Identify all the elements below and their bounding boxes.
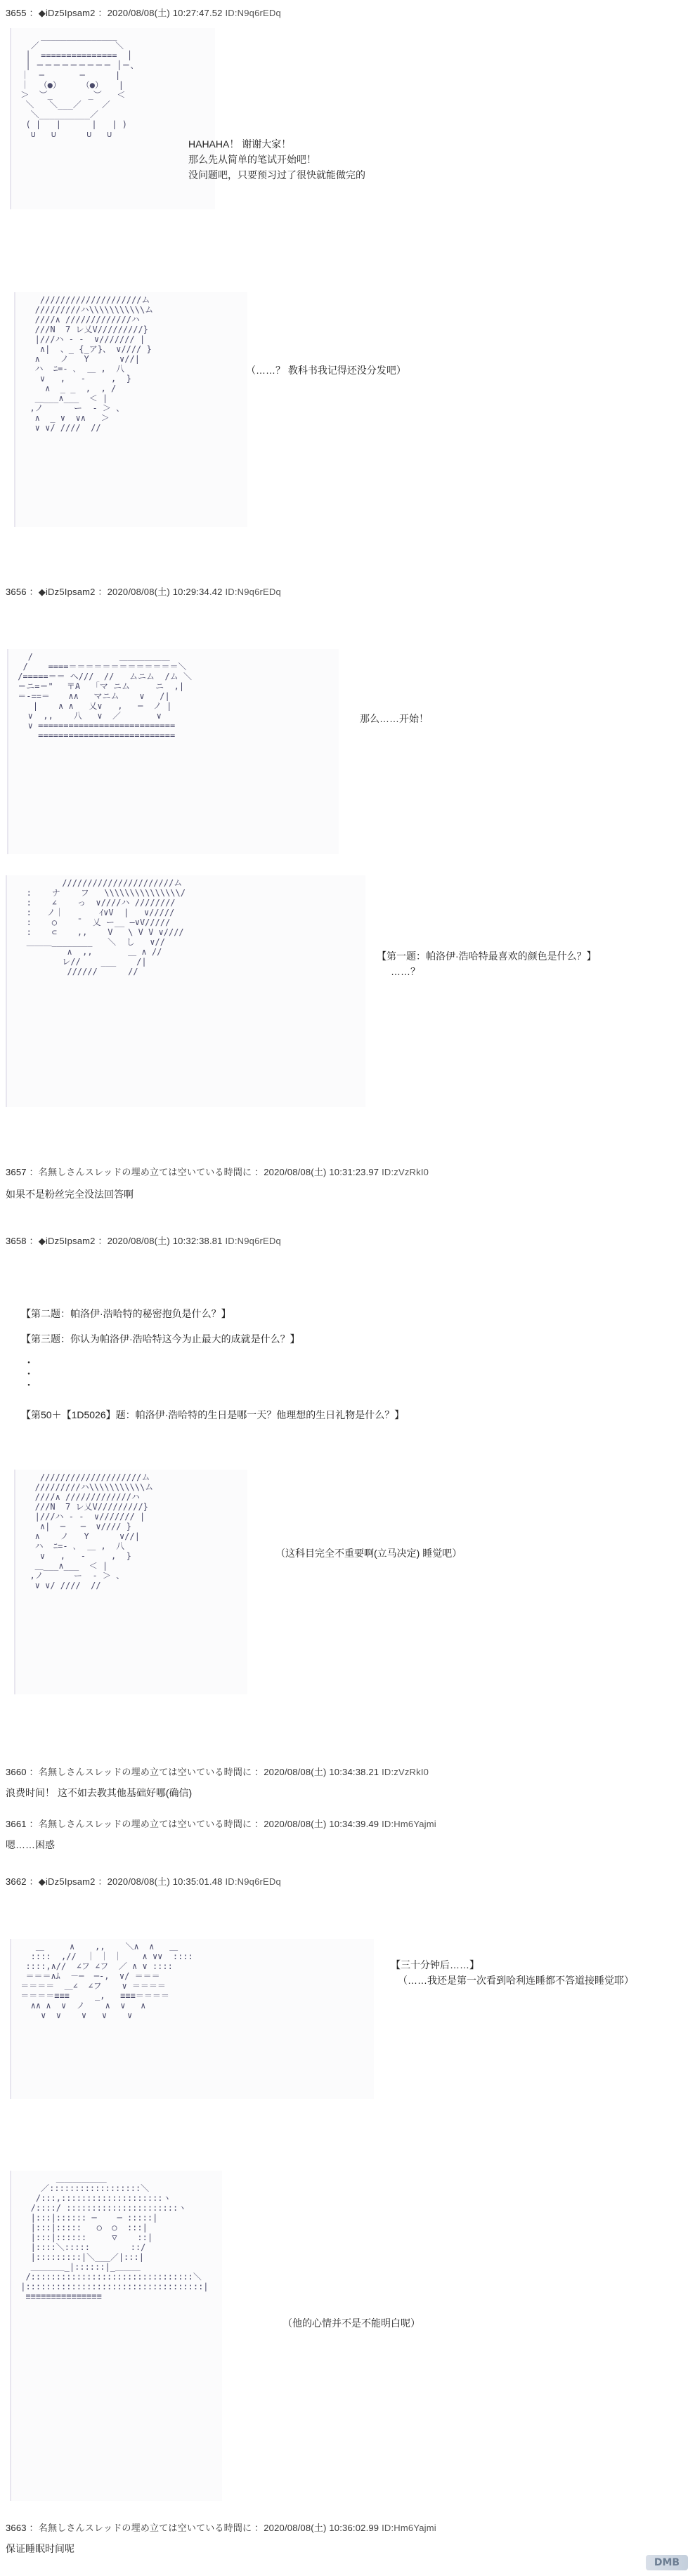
- post-body: 如果不是粉丝完全没法回答啊: [6, 1189, 134, 1200]
- ascii-art: //////////////////////ム : ナ フ \\\\\\\\\\\\\\\/ : ∠ っ ∨////ハ //////// : ノ｜ ｲ∨V | ∨///// : ○ ̄ 乂 ー__ ―∨V///// : ⊂ ,, V \ V V ∨//// ＿＿＿________ ＼ し ∨// ∧ ,, ＿ ∧ // レ// ___ /| ////// //: [6, 875, 365, 1107]
- post-date: ：2020/08/08(土) 10:34:39.49: [254, 1819, 379, 1829]
- post-date: ：2020/08/08(土) 10:29:34.42: [98, 587, 223, 597]
- post-author: ：◆iDz5Ipsam2: [29, 8, 96, 18]
- post-header: [6, 2521, 436, 2534]
- post-date: ：2020/08/08(土) 10:27:47.52: [98, 8, 223, 18]
- post-number[interactable]: 3655: [6, 8, 27, 18]
- post-date: ：2020/08/08(土) 10:34:38.21: [254, 1767, 379, 1777]
- post-id[interactable]: ID:Hm6Yajmi: [382, 1819, 436, 1829]
- ascii-art: _______________ ／ ＼ │ =============== │ │ ＝＝＝＝＝＝＝＝＝ │＝、 ｜ ─ ─ | ｜ （●） （●） | ＞ ︶_ _︶ ＜ ＼ ＼___／ ／ ＼__________／ ( | | | | ) ∪ ∪ ∪ ∪: [10, 28, 215, 209]
- question-line: 【第三题：你认为帕洛伊·浩哈特这今为止最大的成就是什么？】: [21, 1333, 300, 1345]
- site-watermark-logo: DMB: [646, 2555, 688, 2570]
- post-number[interactable]: 3657: [6, 1167, 27, 1177]
- post-id[interactable]: ID:N9q6rEDq: [225, 8, 281, 18]
- post-header: [6, 1765, 429, 1778]
- post-date: ：2020/08/08(土) 10:36:02.99: [254, 2523, 379, 2533]
- speech-text: （……？ 教科书我记得还没分发吧）: [246, 365, 406, 376]
- speech-text: （他的心情并不是不能明白呢）: [282, 2317, 420, 2329]
- post-number[interactable]: 3656: [6, 587, 27, 597]
- post-header: [6, 1165, 429, 1178]
- post-author: ：名無しさんスレッドの埋め立ては空いている時間に: [29, 2523, 252, 2533]
- speech-text: 【三十分钟后……】 （……我还是第一次看到哈利连睡都不答道接睡觉耶）: [391, 1959, 634, 1986]
- post-date: ：2020/08/08(土) 10:35:01.48: [98, 1876, 223, 1887]
- post-body: 嗯……困惑: [6, 1839, 55, 1850]
- speech-text: （这科目完全不重要啊(立马决定) 睡觉吧）: [275, 1548, 462, 1559]
- post-header: [6, 6, 281, 19]
- post-number[interactable]: 3660: [6, 1767, 27, 1777]
- post-author: ：名無しさんスレッドの埋め立ては空いている時間に: [29, 1167, 252, 1177]
- post-header: [6, 1234, 281, 1247]
- post-id[interactable]: ID:N9q6rEDq: [225, 1236, 281, 1246]
- post-author: ：名無しさんスレッドの埋め立ては空いている時間に: [29, 1819, 252, 1829]
- post-id[interactable]: ID:zVzRkI0: [382, 1167, 429, 1177]
- speech-text: 【第一题：帕洛伊·浩哈特最喜欢的颜色是什么？】 ……？: [377, 950, 597, 977]
- ellipsis-dots: ・ ・ ・: [24, 1357, 34, 1391]
- post-date: ：2020/08/08(土) 10:31:23.97: [254, 1167, 379, 1177]
- post-id[interactable]: ID:zVzRkI0: [382, 1767, 429, 1777]
- post-header: [6, 1874, 281, 1888]
- post-author: ：◆iDz5Ipsam2: [29, 1876, 96, 1887]
- ascii-art: / ＿＿＿＿＿＿ / ====＝＝＝＝＝＝＝＝＝＝＝＝＝＼ /=====＝＝ へ/// // ムニム /ム ＼ ＝ニ=＝" 〒A ｢マ ニム ニ ,| ＝-==＝ ∧∧ マニム ∨ /| | ∧ ∧ 乂∨ , ─ ノ | ∨ ,, 八 ∨ ／ ∨ ∨ =========================== ===========================: [7, 649, 339, 854]
- post-body: 保证睡眠时间呢: [6, 2543, 74, 2554]
- ascii-art: ////////////////////ム /////////ハ\\\\\\\\\\\ム ////∧ /////////////ハ ///N 7 レ乂V/////////} |///ハ ‐ ‐ ∨/////// | ∧| ─ ─ ∨//// } ∧ ノ Y ∨//| ハ ﾆ=- ､ ＿ , 八 ∨ , ‐ , } ＿___∧___ ＜ | ,ノ ー ‐ ＞ 、 ∨ ∨/ //// //: [14, 1470, 247, 1694]
- post-author: ：◆iDz5Ipsam2: [29, 1236, 96, 1246]
- post-number[interactable]: 3663: [6, 2523, 27, 2533]
- question-line: 【第二题：帕洛伊·浩哈特的秘密抱负是什么？】: [21, 1308, 231, 1319]
- post-id[interactable]: ID:Hm6Yajmi: [382, 2523, 436, 2533]
- speech-text: 那么……开始！: [360, 713, 429, 724]
- post-id[interactable]: ID:N9q6rEDq: [225, 1876, 281, 1887]
- post-header: [6, 1817, 436, 1830]
- post-author: ：◆iDz5Ipsam2: [29, 587, 96, 597]
- ascii-art: ＿＿＿＿＿＿ ／::::::::::::::::::＼ /:::,::::::::::::::::::::ヽ /::::/ ::::::::::::::::::::::ヽ |:::|:::::: ─ ─ :::::| |:::|::::: ○ ○ :::| |:::|:::::: ▽ ::| |::::＼::::: ::/ |:::::::::|＼___／|:::| ＿＿＿＿_|::::::|_＿＿＿ /::::::::::::::::::::::::::::::::＼ |:::::::::::::::::::::::::::::::::::| ≡≡≡≡≡≡≡≡≡≡≡≡≡≡≡: [10, 2171, 222, 2501]
- question-line: 【第50＋【1D5026】题：帕洛伊·浩哈特的生日是哪一天？他理想的生日礼物是什么？】: [21, 1409, 405, 1420]
- post-number[interactable]: 3661: [6, 1819, 27, 1829]
- ascii-art: ////////////////////ム /////////ハ\\\\\\\\\\\ム ////∧ /////////////ハ ///N 7 レ乂V/////////} |///ハ ‐ ‐ ∨/////// | ∧| 、_ {_ア}、 ∨//// } ∧ ノ Y ∨//| ハ ﾆ=- ､ ＿ , 八 ∨ , ‐ , } ∧ _ _ , , / ＿___∧___ ＜ | ,ノ ー ‐ ＞ 、 ∧ _ ∨ ∨∧ ＞ ∨ ∨/ //// //: [14, 292, 247, 527]
- post-header: [6, 584, 281, 598]
- speech-text: HAHAHA！ 谢谢大家！ 那么先从简单的笔试开始吧！ 没问题吧，只要预习过了很快就能做完的: [188, 138, 365, 181]
- post-body: 浪费时间！ 这不如去教其他基础好哪(确信): [6, 1787, 193, 1798]
- post-number[interactable]: 3662: [6, 1876, 27, 1887]
- post-author: ：名無しさんスレッドの埋め立ては空いている時間に: [29, 1767, 252, 1777]
- post-date: ：2020/08/08(土) 10:32:38.81: [98, 1236, 223, 1246]
- post-id[interactable]: ID:N9q6rEDq: [225, 587, 281, 597]
- post-number[interactable]: 3658: [6, 1236, 27, 1246]
- ascii-art: ＿ ∧ ,, ＼∧ ∧ ＿ :::: ,// ｜ ｜ ｜ ∧ ∨∨ :::: ::::,∧// ∠フ ∠フ ／ ∧ ∨ :::: ＝＝＝∧ﾑ －─ ─-, ∨/ ＝＝＝ ＝＝＝＝ ＿∠ ∠フ ∨ ＝＝＝＝ ＝＝＝＝≡≡≡ _, ≡≡≡＝＝＝＝ ∧∧ ∧ ∨ ノ ∧ ∨ ∧ ∨ ∨ ∨ ∨ ∨: [10, 1939, 374, 2099]
